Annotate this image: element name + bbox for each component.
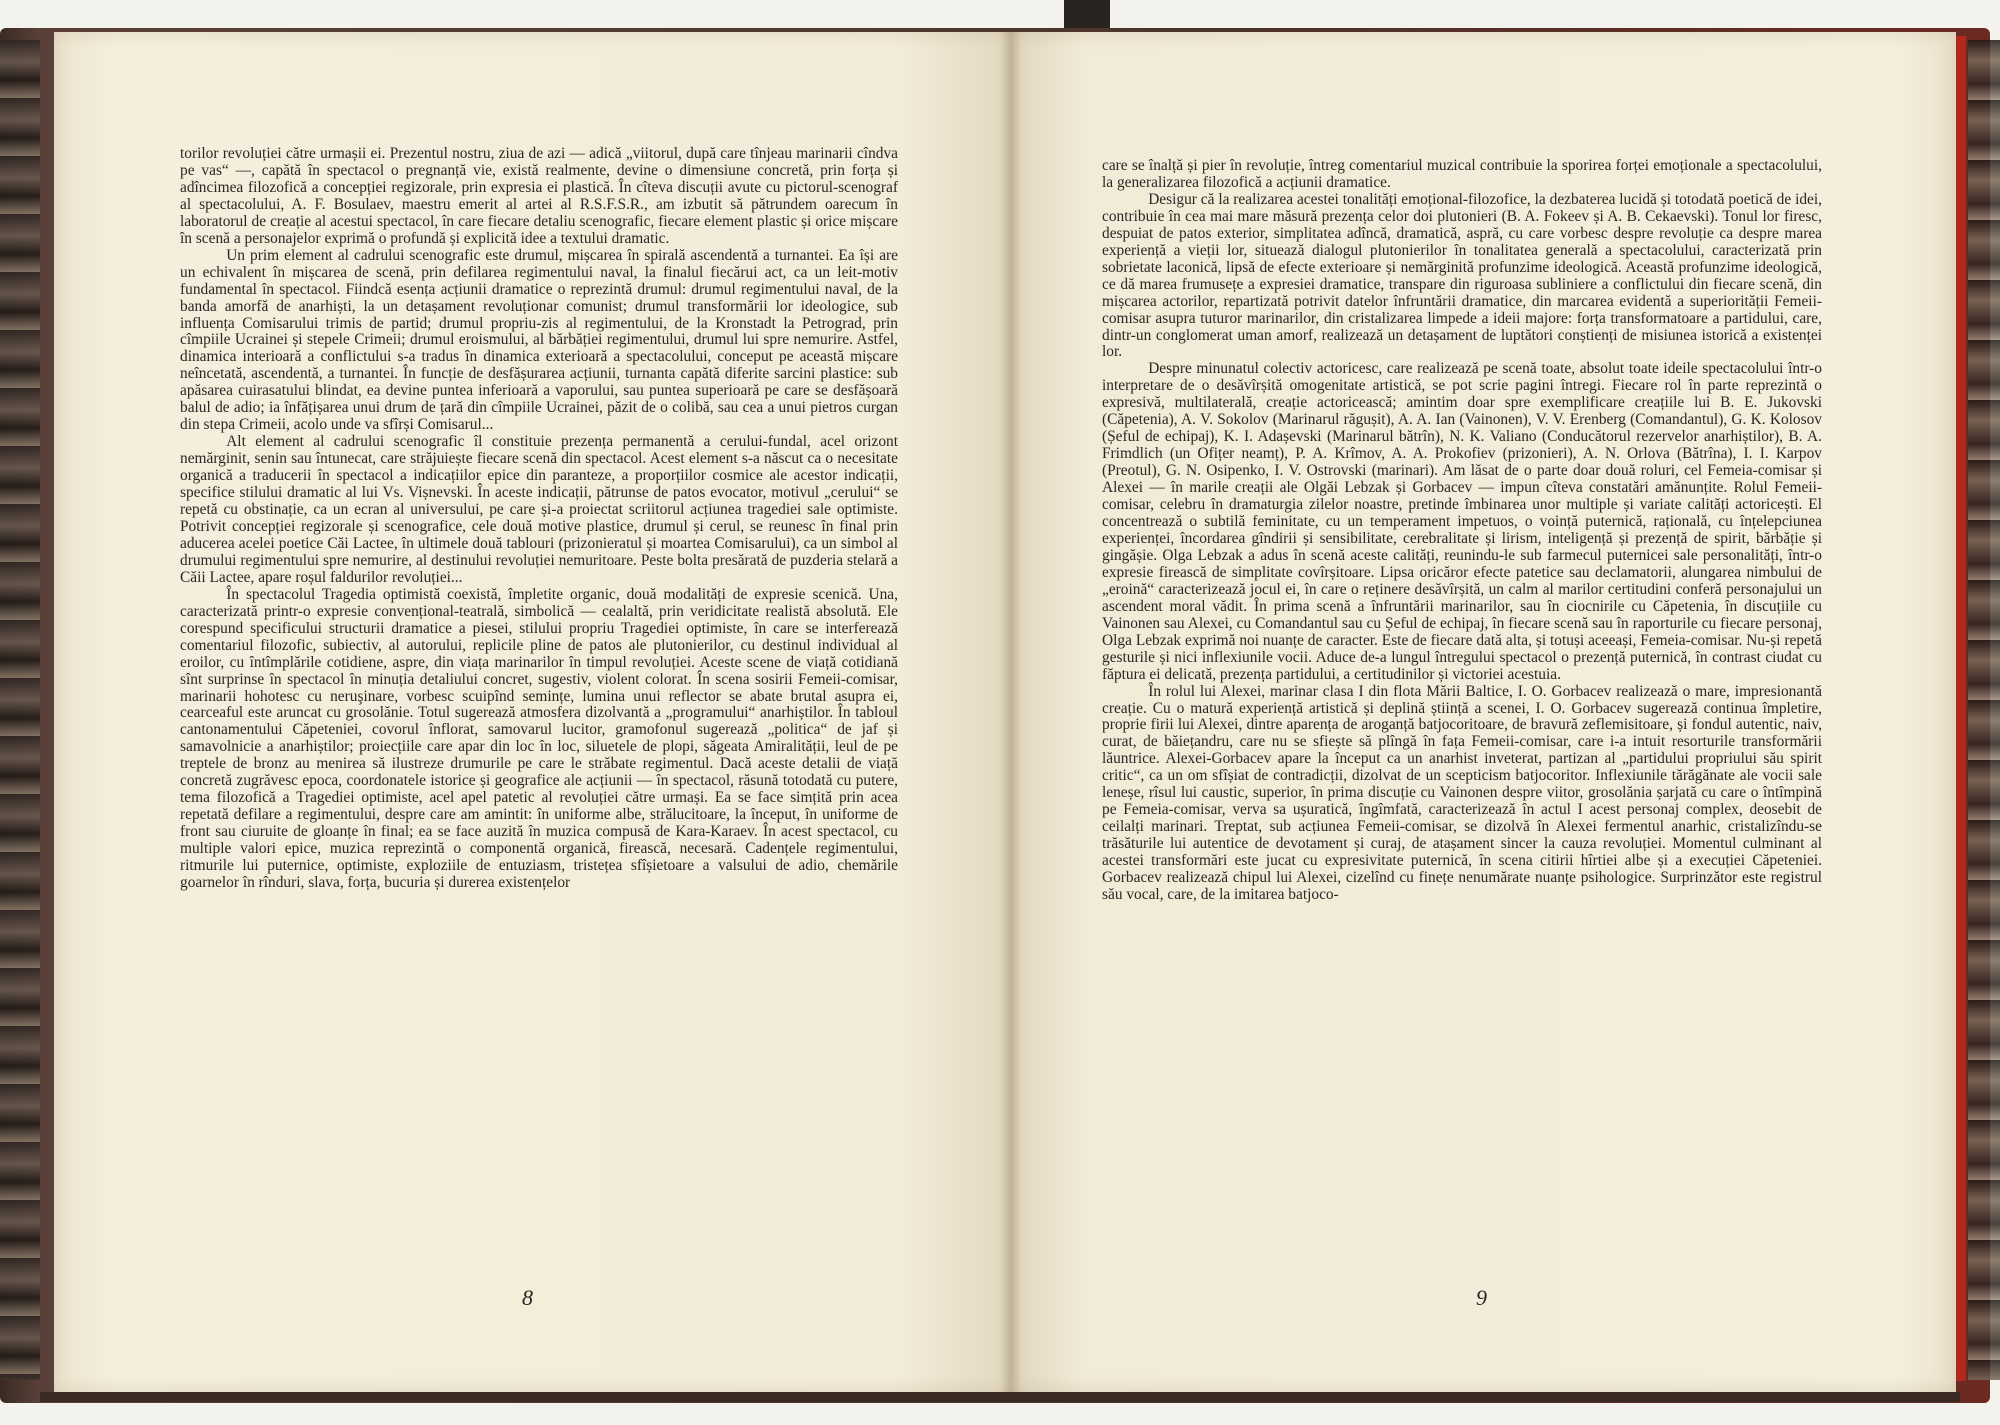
paragraph: Desigur că la realizarea acestei tonalități emoțional-filozofice, la dezbaterea lucidă și totodată poetică de idei, contribuie în cea mai mare măsură prezența celor doi plutonieri (B. A. Fokeev și A. B. Cekaevski). Tonul lor firesc, despuiat de patos exterior, simplitatea adîncă, dramatică, aspră, cu care vorbesc despre revoluție ca despre marea experiență a vieții lor, situează dialogul plutonierilor în tonalitatea generală a spectacolului, caracterizată prin sobrietate laconică, lipsă de efecte exterioare și nemărginită profunzime ideologică. Această profunzime ideologică, ce dă marea frumusețe a expresiei dramatice, transpare din riguroasa subliniere a conflictului din fiecare scenă, din mișcarea actorilor, repartizată potrivit datelor înfruntării dramatice, din marcarea evidentă a superiorității Femeii-comisar asupra tuturor marinarilor, din cristalizarea limpede a ideii majore: forța transformatoare a partidului, care, dintr-un conglomerat uman amorf, realizează un detașament de luptători conștienți de misiunea istorică a existenței lor. [1102,190,1822,361]
paragraph: În spectacolul Tragedia optimistă coexistă, împletite organic, două modalități de expresie scenică. Una, caracterizată printr-o expresie convențional-teatrală, simbolică — cealaltă, prin veridicitate realistă absolută. Ele corespund specificului structurii dramatice a piesei, stilului propriu Tragediei optimiste, în care se interferează comentariul filozofic, subiectiv, al autorului, replicile pline de patos ale plutonierilor, cu destinul individual al eroilor, cu întîmplările cotidiene, aspre, din viața marinarilor în timpul revoluției. Aceste scene de viață cotidiană sînt surprinse în spectacol în minuția detaliului concret, sugestiv, violent colorat. În scena sosirii Femeii-comisar, marinarii hohotesc cu neruşinare, vorbesc scuipînd semințe, lumina unui reflector se abate brutal asupra ei, cearceaful este aruncat cu grosolănie. Totul sugerează atmosfera dizolvantă a „programului“ anarhiștilor. În tabloul cantonamentului Căpeteniei, covorul înflorat, samovarul lucitor, gramofonul sugerează „politica“ de jaf și samavolnicie a anarhiștilor; proiecțiile care apar din loc în loc, siluetele de plopi, săgeata Amiralității, leul de pe treptele de bronz au menirea să ilustreze drumurile pe care le străbate regimentul. Dacă aceste detalii de viață concretă zugrăvesc epoca, coordonatele istorice și geografice ale acțiunii — în spectacol, răsună totodată cu putere, tema filozofică a Tragediei optimiste, acel apel patetic al revoluției către urmași. Ea se face simțită prin acea repetată defilare a regimentului, despre care am amintit: în uniforme albe, strălucitoare, la început, în uniforme de front sau ciuruite de gloanțe în final; ea se face auzită în muzica compusă de Kara-Karaev. În acest spectacol, cu multiple valori epice, muzica reprezintă o componentă organică, firească, necesară. Cadențele regimentului, ritmurile lui puternice, optimiste, exploziile de entuziasm, tristețea sfîșietoare a valsului de adio, chemările goarnelor în rînduri, slava, forța, bucuria și durerea existențelor [180,585,898,891]
paragraph: care se înalță și pier în revoluție, întreg comentariul muzical contribuie la sporirea forței emoționale a spectacolului, la generalizarea filozofică a acțiunii dramatice. [1102,157,1822,191]
page-number-left: 8 [522,1285,533,1310]
left-page-text [180,146,898,892]
paragraph: Un prim element al cadrului scenografic este drumul, mișcarea în spirală ascendentă a turnantei. Ea își are un echivalent în mișcarea de scenă, prin defilarea regimentului naval, la finalul fiecărui act, ca un leit-motiv fundamental în spectacol. Fiindcă esența acțiunii dramatice o reprezintă drumul: drumul regimentului naval, de la banda amorfă de anarhiști, la un detașament revoluționar comunist; drumul transformării lor ideologice, sub influența Comisarului trimis de partid; drumul propriu-zis al regimentului, de la Kronstadt la Petrograd, prin cîmpiile Ucrainei și stepele Crimeii; drumul eroismului, al bărbăției regimentului, drumul lui spre nemurire. Astfel, dinamica interioară a conflictului s-a tradus în dinamica exterioară a spectacolului, conceput pe această mișcare neîncetată, ascendentă, a turnantei. În funcție de desfășurarea acțiunii, turnanta capătă diferite sarcini plastice: sub apăsarea cuirasatului blindat, ea devine puntea inferioară a vaporului, sau puntea superioară pe care se desfășoară balul de adio; ia înfățișarea unui drum de țară din cîmpiile Ucrainei, păzit de o colibă, sau cea a unui pietros curgan din stepa Crimeii, acolo unde va sfîrși Comisarul... [180,246,898,434]
paragraph: În rolul lui Alexei, marinar clasa I din flota Mării Baltice, I. O. Gorbacev realizează o mare, impresionantă creație. Cu o matură experiență artistică și deplină știință a scenei, I. O. Gorbacev sugerează continua împletire, proprie firii lui Alexei, dintre aparența de aroganță batjocoritoare, de bravură zeflemisitoare, și fondul autentic, naiv, curat, de băiețandru, care nu se sfiește să plîngă în fața Femeii-comisar, care i-a intuit resorturile transformării lăuntrice. Alexei-Gorbacev apare la început ca un anarhist inveterat, partizan al „partidului propriului său spirit critic“, ca un om sfîșiat de contradicții, dizolvat de un scepticism batjocoritor. Inflexiunile tărăgănate ale vocii sale leneșe, rîsul lui caustic, superior, în prima discuție cu Vainonen despre viitor, grosolănia șarjată cu care o întîmpină pe Femeia-comisar, verva sa ușuratică, îngîmfată, caracterizează în actul I acest personaj complex, deosebit de ceilalți marinari. Treptat, sub acțiunea Femeii-comisar, se dizolvă în Alexei fermentul anarhic, cristalizîndu-se trăsăturile lui autentice de devotament și curaj, de atașament sincer la cauza revoluției. Momentul culminant al acestei transformări este jucat cu expresivitate puternică, în scena citirii hîrtiei albe și a execuției Căpeteniei. Gorbacev realizează chipul lui Alexei, cizelînd cu finețe nenumărate nuanțe psihologice. Surprinzător este registrul său vocal, care, de la imitarea batjoco- [1102,682,1822,903]
cover-bottom-edge [40,1392,1960,1402]
page-number-right: 9 [1476,1285,1487,1310]
red-page-edge [1956,36,1966,1381]
spine-top [1064,0,1110,28]
book-gutter [1000,32,1022,1392]
paragraph: Despre minunatul colectiv actoricesc, care realizează pe scenă toate, absolut toate ideile spectacolului într-o interpretare de o desăvîrșită omogenitate artistică, se pot scrie pagini întregi. Fiecare rol în parte reprezintă o expresivă, multilaterală, creație actoricească; amintim doar spre exemplificare creațiile lui B. E. Jukovski (Căpetenia), A. V. Sokolov (Marinarul răgușit), A. A. Ian (Vainonen), V. V. Erenberg (Comandantul), G. K. Kolosov (Șeful de echipaj), K. I. Adașevski (Marinarul bătrîn), N. K. Valiano (Conducătorul rezervelor anarhiștilor), B. A. Frimdlich (un Ofițer neamț), P. A. Krîmov, A. A. Prokofiev (prizonieri), A. N. Orlova (Bătrîna), I. I. Karpov (Preotul), G. N. Osipenko, I. V. Ostrovski (marinari). Am lăsat de o parte doar două roluri, cel Femeia-comisar și Alexei — în marile creații ale Olgăi Lebzak și Gorbacev — impun cîteva constatări amănunțite. Rolul Femeii-comisar, celebru în dramaturgia zilelor noastre, pretinde îmbinarea unor multiple și variate calități actoricești. El concentrează o subtilă feminitate, cu un temperament impetuos, o voință puternică, rațională, cu înțelepciunea experienței, încordarea gîndirii și sensibilitate, cerebralitate și lirism, inteligență și prezență de spirit, bărbăție și gingășie. Olga Lebzak a adus în scenă aceste calități, reunindu-le sub farmecul puternicei sale personalități, într-o expresie firească de simplitate covîrșitoare. Lipsa oricăror efecte patetice sau declamatorii, alungarea nimbului de „eroină“ caracterizează jocul ei, în care o reținere desăvîrșită, un calm al marilor certitudini conferă personajului un ascendent moral vădit. În prima scenă a înfruntării marinarilor, sau în ciocnirile cu Căpetenia, în discuțiile cu Vainonen sau Alexei, cu Comandantul sau cu Șeful de echipaj, în fiecare scenă sau în raporturile cu fiecare personaj, Olga Lebzak exprimă noi nuanțe de caracter. Este de fiecare dată alta, și totuși aceeași, Femeia-comisar. Nu-și repetă gesturile și nici inflexiunile vocii. Aduce de-a lungul întregului spectacol o prezență puternică, în contrast ciudat cu făptura ei delicată, prezența partidului, a certitudinilor și victoriei acestuia. [1102,360,1822,683]
paragraph: Alt element al cadrului scenografic îl constituie prezența permanentă a cerului-fundal, acel orizont nemărginit, senin sau întunecat, care străjuiește fiecare scenă din spectacol. Acest element s-a născut ca o necesitate organică a traducerii în spectacol a indicațiilor epice din paranteze, a proporțiilor cosmice ale acestor indicații, specifice stilului dramatic al lui Vs. Vișnevski. În aceste indicații, pătrunse de patos evocator, motivul „cerului“ se repetă cu obstinație, ca un ecran al universului, pe care și-a proiectat scriitorul acțiunea tragediei sale optimiste. Potrivit concepției regizorale și scenografice, cele două motive plastice, drumul și cerul, se reunesc în final prin aducerea acelei poetice Căi Lactee, în ultimele două tablouri (prizonieratul și moartea Comisarului), ca un simbol al drumului regimentului spre nemurire, al destinului revoluției nemuritoare. Peste bolta presărată de puzderia stelară a Căii Lactee, apare roșul faldurilor revoluției... [180,433,898,586]
cover-left-edge [0,40,40,1380]
cover-right-edge [1968,40,2000,1380]
right-page-text [1102,158,1822,904]
paragraph: torilor revoluției către urmașii ei. Prezentul nostru, ziua de azi — adică „viitorul, după care tînjeau marinarii cîndva pe vas“ —, capătă în spectacol o pregnanță vie, există realmente, devine o dimensiune concretă, prin forța și adîncimea filozofică a concepției regizorale, prin expresia ei plastică. În cîteva discuții avute cu pictorul-scenograf al spectacolului, A. F. Bosulaev, maestru emerit al artei al R.S.F.S.R., am izbutit să pătrundem oarecum în laboratorul de creație al acestui spectacol, în care fiecare detaliu scenografic, fiecare element plastic și orice mișcare în scenă a personajelor exprimă o profundă și explicită idee a textului dramatic. [180,145,898,247]
